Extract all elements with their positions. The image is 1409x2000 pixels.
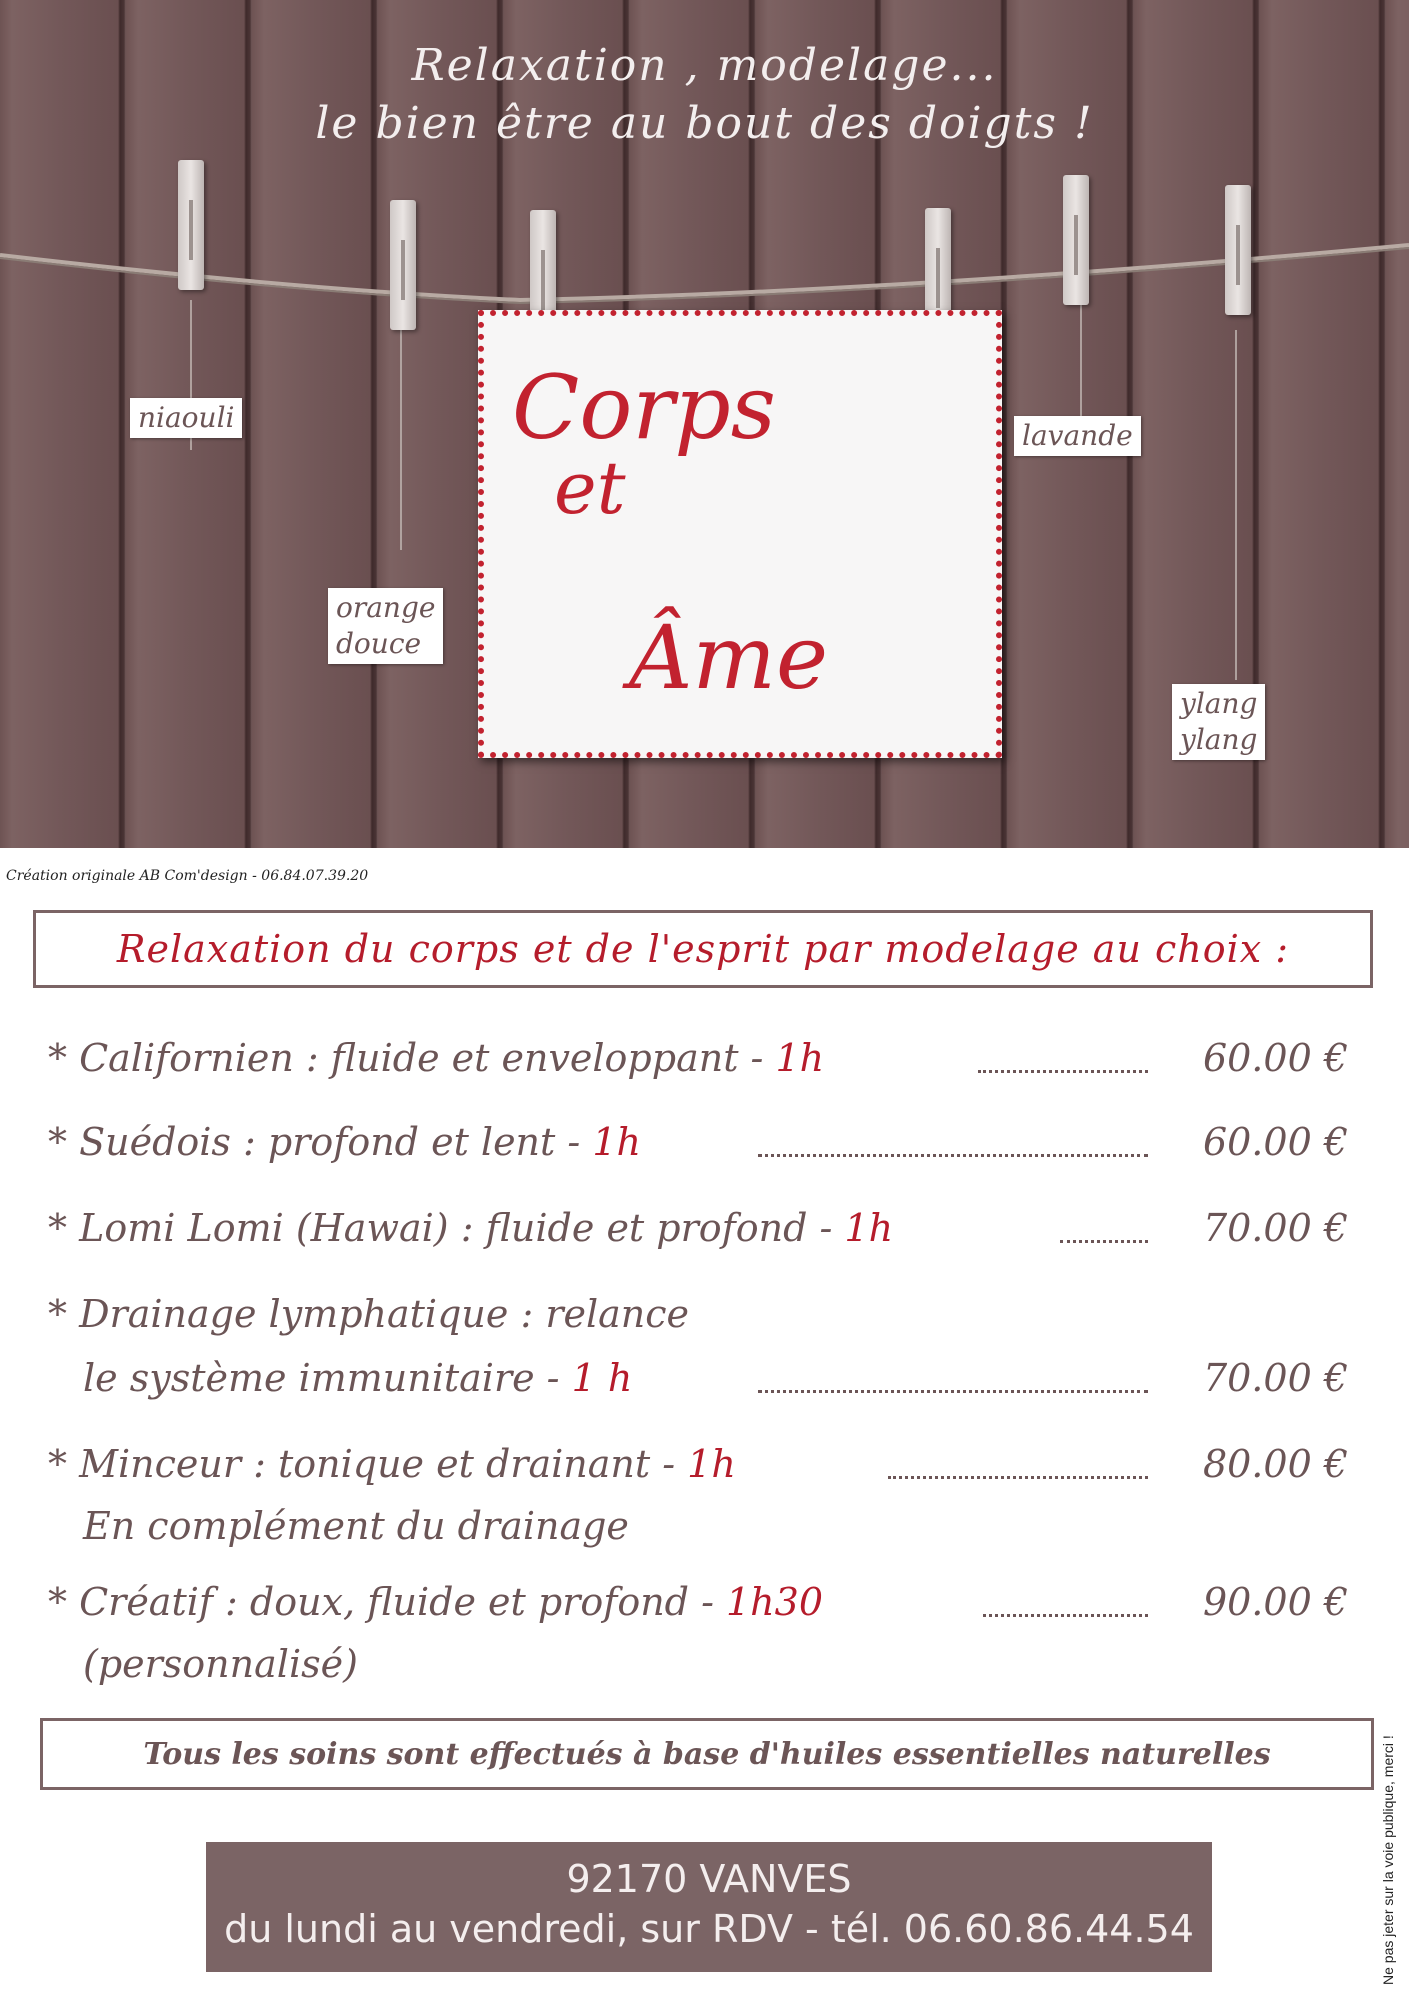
service-label	[48, 1036, 824, 1080]
service-text-line2: le système immunitaire -	[83, 1356, 572, 1400]
service-row	[48, 1580, 1348, 1690]
tag-orange-line2: douce	[336, 627, 422, 660]
string	[400, 300, 402, 550]
service-row	[48, 1036, 1348, 1086]
clothespin-icon	[390, 200, 416, 330]
service-label-line2	[83, 1356, 632, 1400]
sign-word-et: et	[554, 446, 626, 530]
clothespin-icon	[178, 160, 204, 290]
contact-footer	[206, 1842, 1212, 1972]
service-duration: 1h	[592, 1120, 641, 1164]
service-duration: 1h	[844, 1206, 894, 1250]
footer-schedule-phone: du lundi au vendredi, sur RDV - tél. 06.60.86.44.54	[224, 1907, 1194, 1951]
string	[1235, 330, 1237, 680]
service-duration: 1h	[687, 1442, 736, 1486]
service-row	[48, 1292, 1348, 1402]
service-text: * Créatif : doux, fluide et profond -	[48, 1580, 726, 1624]
service-label	[48, 1206, 893, 1250]
service-text: * Californien : fluide et enveloppant -	[48, 1036, 776, 1080]
service-text: * Suédois : profond et lent -	[48, 1120, 593, 1164]
hero-title-line1: Relaxation , modelage...	[411, 40, 998, 91]
service-price: 60.00 €	[1202, 1036, 1348, 1080]
service-price: 90.00 €	[1202, 1580, 1348, 1624]
services-heading: Relaxation du corps et de l'esprit par modelage au choix :	[33, 910, 1373, 988]
sign-word-corps: Corps	[512, 356, 776, 459]
tag-lavande: lavande	[1014, 416, 1141, 456]
service-text-line2: En complément du drainage	[83, 1504, 629, 1548]
service-text: * Drainage lymphatique : relance	[48, 1292, 690, 1336]
service-text: * Minceur : tonique et drainant -	[48, 1442, 688, 1486]
service-duration: 1h	[775, 1036, 825, 1080]
sign-board	[478, 310, 1002, 758]
leader-dots	[758, 1390, 1148, 1393]
leader-dots	[978, 1070, 1148, 1073]
tag-ylang-line2: ylang	[1180, 723, 1258, 756]
service-price: 70.00 €	[1202, 1356, 1348, 1400]
tag-orange-douce	[328, 588, 443, 664]
clothespin-icon	[1063, 175, 1089, 305]
service-duration: 1h30	[726, 1580, 824, 1624]
clothespin-icon	[1225, 185, 1251, 315]
service-text: * Lomi Lomi (Hawai) : fluide et profond -	[48, 1206, 845, 1250]
tag-niaouli: niaouli	[130, 398, 242, 438]
service-label	[48, 1580, 823, 1624]
service-label	[48, 1120, 641, 1164]
service-row	[48, 1206, 1348, 1256]
service-price: 60.00 €	[1202, 1120, 1348, 1164]
service-duration: 1 h	[571, 1356, 633, 1400]
service-row	[48, 1120, 1348, 1170]
tag-ylang-line1: ylang	[1180, 687, 1258, 720]
leader-dots	[1060, 1240, 1148, 1243]
service-label	[48, 1442, 736, 1486]
hero-title-line2: le bien être au bout des doigts !	[315, 98, 1094, 149]
leader-dots	[758, 1154, 1148, 1157]
leader-dots	[983, 1614, 1148, 1617]
tag-ylang-ylang	[1172, 684, 1265, 760]
tag-orange-line1: orange	[336, 591, 436, 624]
hero-image	[0, 0, 1409, 848]
service-row	[48, 1442, 1348, 1552]
essential-oils-note: Tous les soins sont effectués à base d'huiles essentielles naturelles	[40, 1718, 1374, 1790]
service-price: 70.00 €	[1202, 1206, 1348, 1250]
side-note: Ne pas jeter sur la voie publique, merci !	[1380, 1735, 1396, 1985]
sign-word-ame: Âme	[629, 606, 829, 709]
credit-line: Création originale AB Com'design - 06.84.07.39.20	[6, 868, 369, 884]
string	[1080, 300, 1082, 430]
service-text-line2: (personnalisé)	[83, 1642, 358, 1686]
leader-dots	[888, 1476, 1148, 1479]
footer-location: 92170 VANVES	[566, 1857, 852, 1901]
service-price: 80.00 €	[1202, 1442, 1348, 1486]
